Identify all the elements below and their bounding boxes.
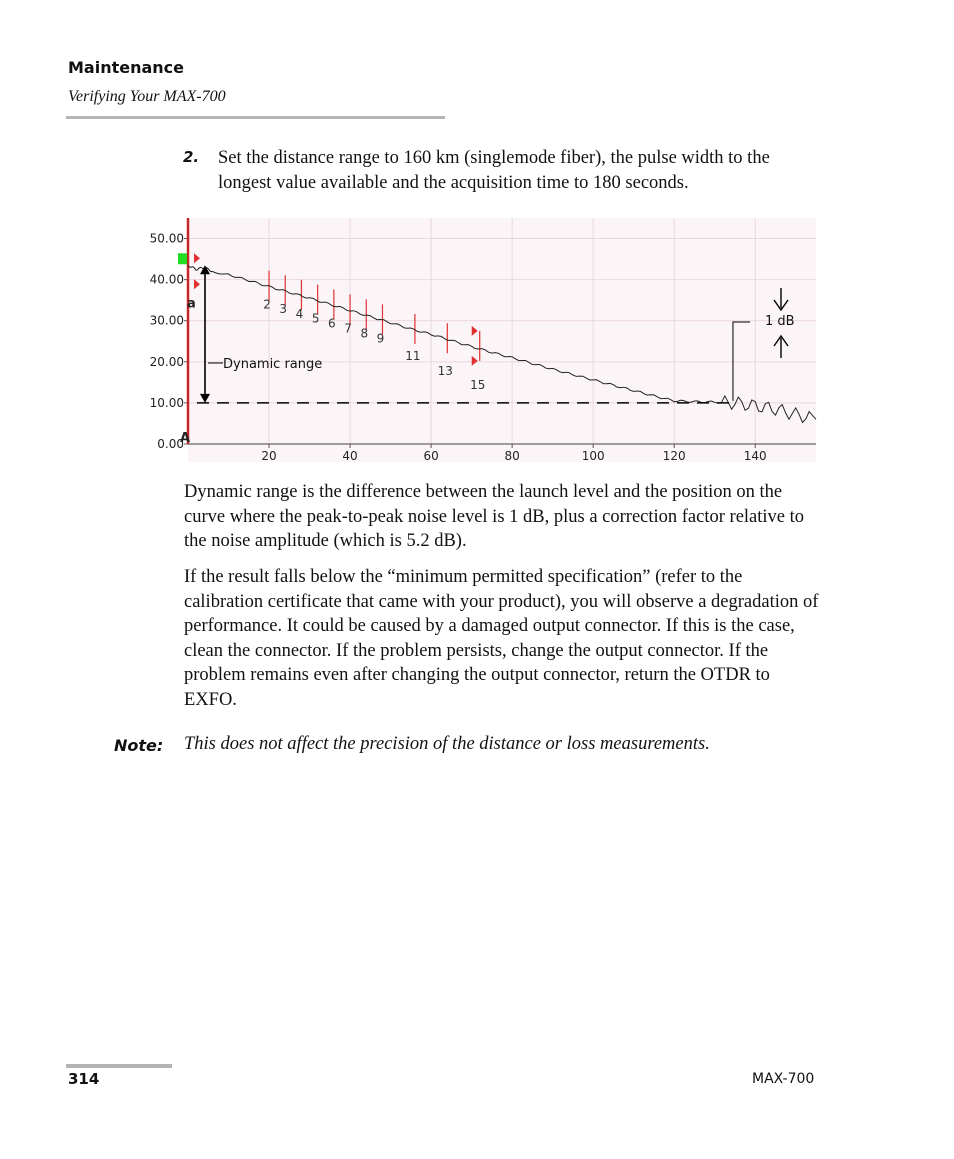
section-title: Maintenance [68, 58, 185, 77]
y-tick-label: 20.00 [149, 354, 184, 369]
y-tick-label: 0.00 [157, 437, 184, 451]
product-name: MAX-700 [752, 1071, 815, 1087]
event-marker-label: 7 [344, 321, 352, 336]
y-tick-label: 30.00 [149, 313, 184, 328]
footer-divider [66, 1064, 172, 1068]
event-marker-label: 3 [279, 302, 288, 317]
x-tick-label: 60 [423, 449, 439, 463]
x-tick-label: 40 [342, 449, 358, 463]
event-marker-label: 15 [470, 377, 486, 392]
y-tick-label: 10.00 [149, 395, 184, 410]
event-marker-label: 11 [405, 349, 421, 364]
step-text: Set the distance range to 160 km (singlemode fiber), the pulse width to the longest value available and the acquisition time to 180 seconds. [218, 148, 770, 193]
one-db-label: 1 dB [765, 314, 795, 329]
dynamic-range-label: Dynamic range [223, 357, 323, 372]
y-tick-label: 40.00 [149, 272, 184, 287]
paragraph-dynamic-range: Dynamic range is the difference between the launch level and the position on the curve where the peak-to-peak noise level is 1 dB, plus a correction factor relative to the noise amplitude (which is 5.2 dB). [184, 482, 805, 551]
trace-marker-label: a [187, 296, 196, 312]
x-tick-label: 80 [504, 449, 520, 463]
event-marker-label: 2 [263, 297, 271, 312]
header-divider [66, 116, 445, 119]
x-tick-label: 20 [261, 449, 277, 463]
plot-background [188, 218, 816, 462]
event-marker-label: 6 [328, 316, 336, 331]
chart-grid [188, 218, 816, 462]
x-tick-label: 100 [581, 449, 605, 463]
page-number: 314 [68, 1070, 100, 1088]
y-tick-label: 50.00 [149, 231, 184, 246]
step-number: 2. [183, 148, 200, 166]
note-label: Note: [114, 736, 164, 755]
event-marker-label: 5 [311, 311, 320, 326]
subsection-title: Verifying Your MAX-700 [68, 88, 226, 105]
event-marker-label: 4 [295, 306, 304, 321]
paragraph-minimum-spec: If the result falls below the “minimum permitted specification” (refer to the calibration certificate that came with your product), you will observe a degradation of performance. It could be caused by a damaged output connector. If this is the case, clean the connector. If the problem persists, change the output connector. If the problem remains even after changing the output connector, return the OTDR to EXFO. [184, 567, 819, 710]
event-marker-label: 13 [437, 364, 453, 379]
launch-level-block [178, 253, 187, 264]
event-marker-label: 8 [360, 326, 369, 341]
event-marker-label: 9 [376, 331, 385, 346]
note-text: This does not affect the precision of the distance or loss measurements. [184, 734, 710, 754]
x-tick-label: 140 [743, 449, 767, 463]
origin-marker-label: A [180, 431, 191, 446]
otdr-trace-chart [138, 212, 818, 468]
x-tick-label: 120 [662, 449, 686, 463]
